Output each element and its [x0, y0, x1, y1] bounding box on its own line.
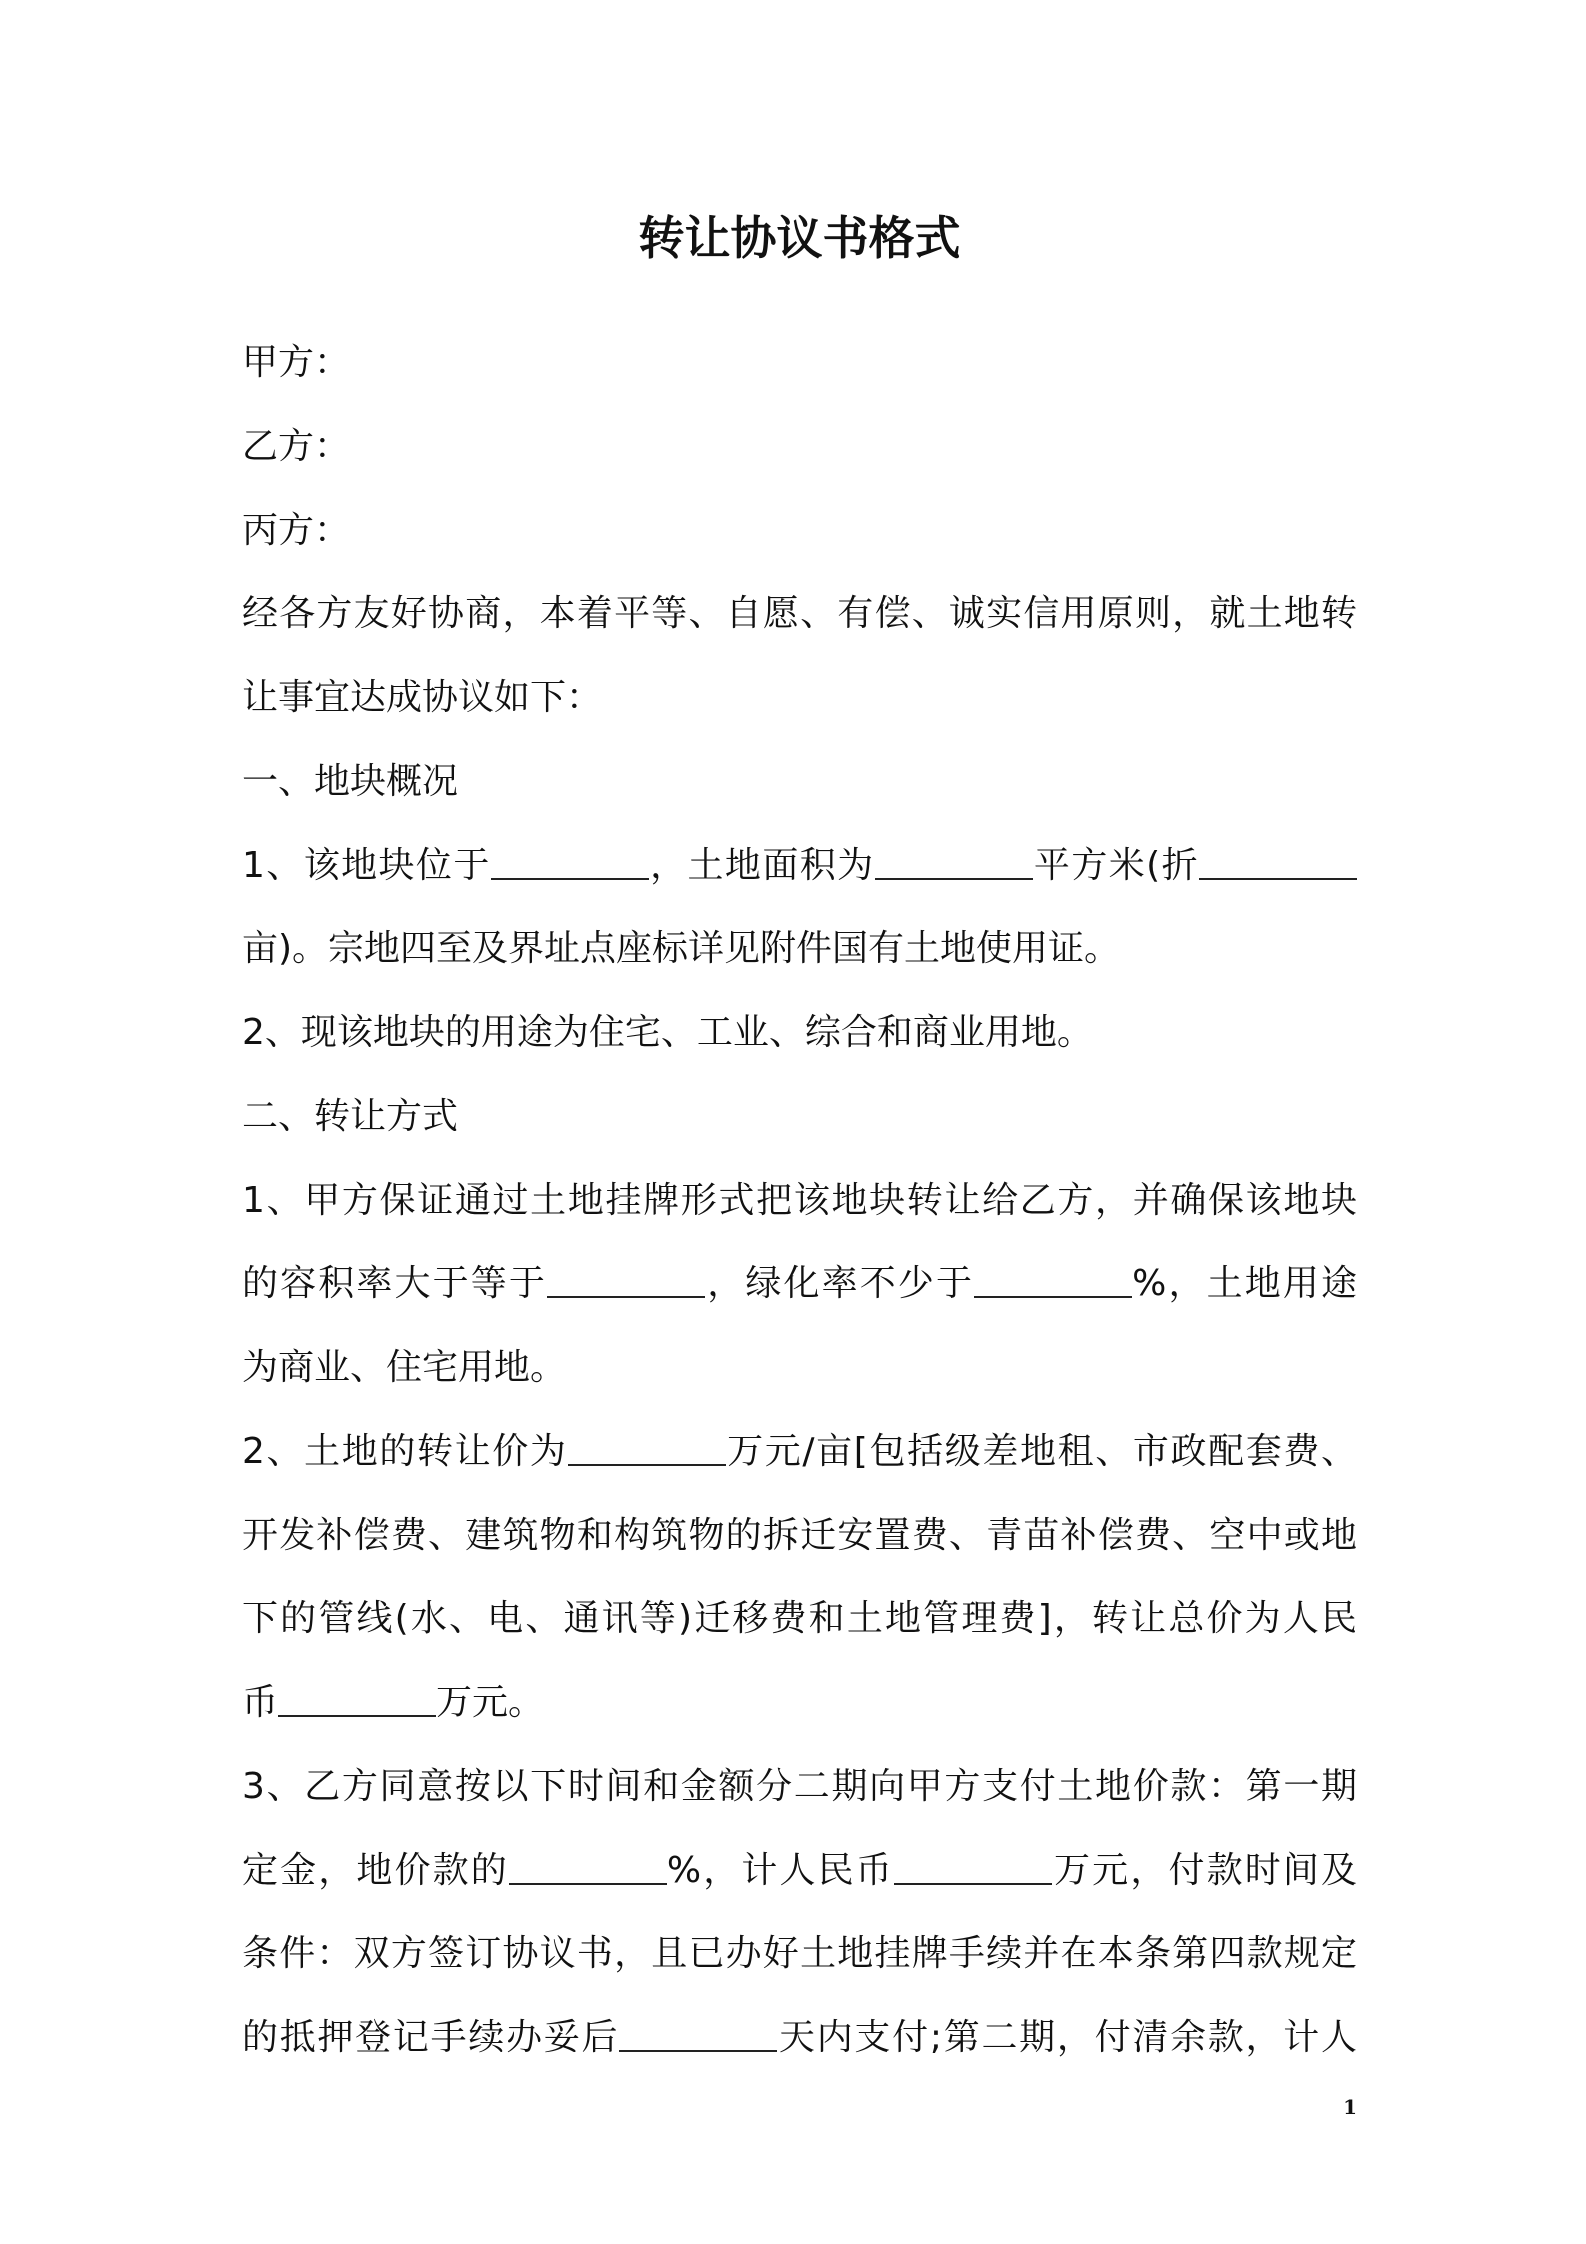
text-segment: ，绿化率不少于 — [705, 1263, 975, 1305]
blank-field — [974, 1266, 1132, 1298]
text-line — [242, 1829, 1357, 1913]
text-line — [242, 1410, 1357, 1494]
text-line: 经各方友好协商，本着平等、自愿、有偿、诚实信用原则，就土地转 — [242, 593, 1357, 635]
text-line — [242, 824, 1357, 908]
text-segment: 天内支付;第二期，付清余款，计人 — [777, 2017, 1357, 2058]
page-number: 1 — [1343, 2095, 1357, 2119]
text-segment: 万元，付款时间及 — [1051, 1849, 1357, 1891]
text-line: 亩)。宗地四至及界址点座标详见附件国有土地使用证。 — [242, 928, 1121, 970]
section-heading: 二、转让方式 — [242, 1095, 459, 1137]
text-segment: 平方米(折 — [1032, 844, 1199, 886]
text-segment: 1、该地块位于 — [242, 844, 491, 886]
blank-field — [619, 2020, 777, 2052]
section-1-heading-paragraph — [242, 740, 1357, 824]
blank-field — [491, 848, 649, 880]
blank-field — [1199, 848, 1357, 880]
blank-field — [894, 1853, 1052, 1885]
party-b-paragraph — [242, 405, 1357, 489]
section-1-clause-1 — [242, 824, 1357, 992]
party-c-paragraph — [242, 489, 1357, 573]
party-b-label: 乙方： — [242, 425, 351, 467]
text-line: 1、甲方保证通过土地挂牌形式把该地块转让给乙方，并确保该地块 — [242, 1179, 1357, 1221]
party-c-label: 丙方： — [242, 509, 351, 551]
text-segment: 万元/亩[包括级差地租、市政配套费、 — [725, 1430, 1357, 1472]
section-2-heading-paragraph — [242, 1075, 1357, 1159]
text-segment: 2、土地的转让价为 — [242, 1430, 568, 1472]
intro-paragraph — [242, 572, 1357, 740]
party-a-paragraph — [242, 321, 1357, 405]
blank-field — [509, 1853, 667, 1885]
text-line: 2、现该地块的用途为住宅、工业、综合和商业用地。 — [242, 1012, 1093, 1053]
text-segment: 的抵押登记手续办妥后 — [242, 2017, 620, 2058]
text-line — [242, 1996, 1357, 2080]
text-line: 让事宜达成协议如下： — [242, 677, 603, 718]
text-segment: ，土地面积为 — [648, 844, 875, 886]
text-line: 下的管线(水、电、通讯等)迁移费和土地管理费]，转让总价为人民 — [242, 1598, 1357, 1640]
text-line — [242, 1661, 1357, 1745]
text-segment: 定金，地价款的 — [242, 1849, 509, 1891]
section-2-clause-1 — [242, 1159, 1357, 1410]
text-line: 条件：双方签订协议书，且已办好土地挂牌手续并在本条第四款规定 — [242, 1933, 1357, 1975]
blank-field — [278, 1685, 436, 1717]
party-a-label: 甲方： — [242, 342, 351, 383]
blank-field — [875, 848, 1033, 880]
section-2-clause-2 — [242, 1410, 1357, 1745]
section-2-clause-3 — [242, 1745, 1357, 2080]
text-segment: 币 — [242, 1682, 279, 1723]
section-1-clause-2 — [242, 991, 1357, 1075]
text-line: 3、乙方同意按以下时间和金额分二期向甲方支付土地价款：第一期 — [242, 1765, 1357, 1807]
blank-field — [547, 1266, 705, 1298]
document-body — [242, 321, 1357, 2080]
text-line: 为商业、住宅用地。 — [242, 1347, 567, 1388]
text-segment: 的容积率大于等于 — [242, 1263, 548, 1305]
text-segment: 万元。 — [436, 1682, 545, 1723]
text-line: 开发补偿费、建筑物和构筑物的拆迁安置费、青苗补偿费、空中或地 — [242, 1514, 1357, 1556]
text-segment: %，计人民币 — [666, 1849, 894, 1891]
text-line — [242, 1242, 1357, 1326]
document-title: 转让协议书格式 — [638, 211, 961, 265]
section-heading: 一、地块概况 — [242, 760, 459, 802]
blank-field — [568, 1434, 726, 1466]
text-segment: %，土地用途 — [1132, 1263, 1357, 1305]
